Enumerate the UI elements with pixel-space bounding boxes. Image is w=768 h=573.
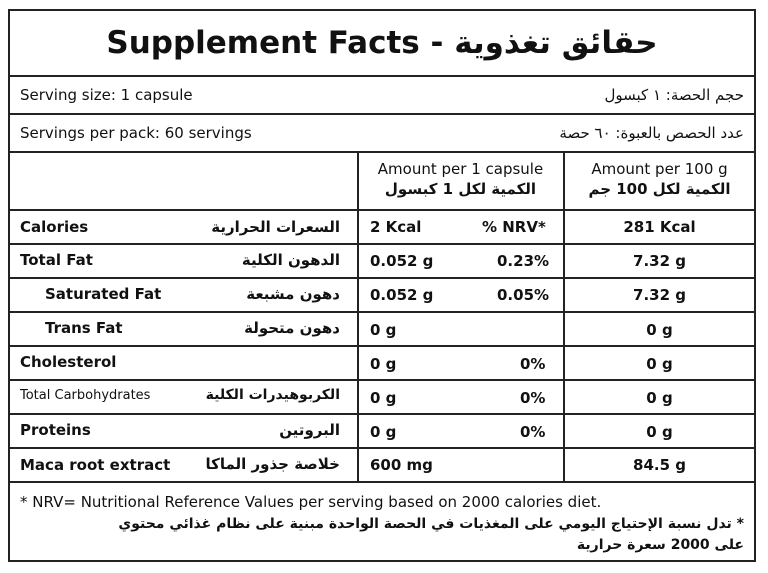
table-row — [10, 245, 754, 279]
nrv-percent: 0% — [520, 355, 546, 373]
amount-per-capsule: 0 g — [370, 355, 397, 373]
nutrient-name-en: Cholesterol — [20, 353, 117, 371]
footnote-ar-line2: على 2000 سعرة حرارية — [576, 537, 744, 553]
nrv-percent: 0.23% — [497, 252, 550, 270]
amount-per-100g: 7.32 g — [633, 286, 686, 304]
table-row — [10, 211, 754, 245]
nutrient-name-en: Total Fat — [20, 251, 93, 269]
amount-per-100g: 0 g — [646, 389, 673, 407]
amount-per-100g: 7.32 g — [633, 252, 686, 270]
column-divider — [563, 153, 565, 483]
nutrient-name-en: Total Carbohydrates — [20, 388, 151, 403]
nutrient-name-en: Trans Fat — [45, 319, 123, 337]
footnote-en: * NRV= Nutritional Reference Values per serving based on 2000 calories diet. — [20, 493, 602, 511]
table-row — [10, 449, 754, 483]
amount-per-100g: 0 g — [646, 355, 673, 373]
amount-per-100g: 281 Kcal — [623, 218, 696, 236]
nrv-percent: % NRV* — [482, 218, 546, 236]
serving-size-ar: حجم الحصة: ١ كبسول — [604, 86, 744, 104]
nutrient-name-ar: دهون متحولة — [244, 319, 340, 337]
table-row — [10, 347, 754, 381]
amount-per-capsule: 2 Kcal — [370, 218, 422, 236]
amount-per-capsule: 600 mg — [370, 456, 433, 474]
nrv-percent: 0% — [520, 423, 546, 441]
panel-title: Supplement Facts - حقائق تغذوية — [10, 11, 754, 77]
nutrient-name-ar: خلاصة جذور الماكا — [205, 455, 340, 473]
column-header-row — [10, 153, 754, 211]
nutrient-name-ar: دهون مشبعة — [246, 285, 340, 303]
table-row — [10, 381, 754, 415]
table-row — [10, 313, 754, 347]
amount-per-100g: 0 g — [646, 423, 673, 441]
servings-per-pack-ar: عدد الحصص بالعبوة: ٦٠ حصة — [559, 124, 744, 142]
per-capsule-header — [358, 159, 563, 199]
footnote-ar-line1: * تدل نسبة الإحتياج اليومي على المغذيات في الحصة الواحدة مبنية على نظام غذائي محتوي — [118, 516, 744, 532]
per-100g-ar: الكمية لكل 100 جم — [588, 180, 731, 198]
nutrient-name-en: Saturated Fat — [45, 285, 162, 303]
nutrient-name-ar: الكربوهيدرات الكلية — [205, 387, 340, 403]
amount-per-100g: 0 g — [646, 321, 673, 339]
amount-per-capsule: 0.052 g — [370, 252, 434, 270]
nutrient-name-en: Proteins — [20, 421, 91, 439]
column-divider — [357, 153, 359, 483]
amount-per-100g: 84.5 g — [633, 456, 686, 474]
amount-per-capsule: 0.052 g — [370, 286, 434, 304]
amount-per-capsule: 0 g — [370, 423, 397, 441]
amount-per-capsule: 0 g — [370, 389, 397, 407]
nutrient-name-ar: السعرات الحرارية — [211, 218, 340, 236]
table-row — [10, 279, 754, 313]
per-100g-en: Amount per 100 g — [591, 160, 728, 178]
supplement-facts-panel — [8, 9, 756, 562]
per-capsule-ar: الكمية لكل 1 كبسول — [384, 180, 537, 198]
per-capsule-en: Amount per 1 capsule — [377, 160, 544, 178]
per-100g-header — [565, 159, 754, 199]
servings-per-pack-row — [10, 115, 754, 153]
servings-per-pack-en: Servings per pack: 60 servings — [20, 124, 252, 142]
serving-size-row — [10, 77, 754, 115]
nrv-percent: 0% — [520, 389, 546, 407]
nutrient-name-en: Maca root extract — [20, 456, 171, 474]
nutrient-name-en: Calories — [20, 218, 89, 236]
nutrient-name-ar: الدهون الكلية — [241, 251, 340, 269]
serving-size-en: Serving size: 1 capsule — [20, 86, 193, 104]
nutrient-name-ar: البروتين — [279, 421, 340, 439]
table-row — [10, 415, 754, 449]
nrv-percent: 0.05% — [497, 286, 550, 304]
amount-per-capsule: 0 g — [370, 321, 397, 339]
